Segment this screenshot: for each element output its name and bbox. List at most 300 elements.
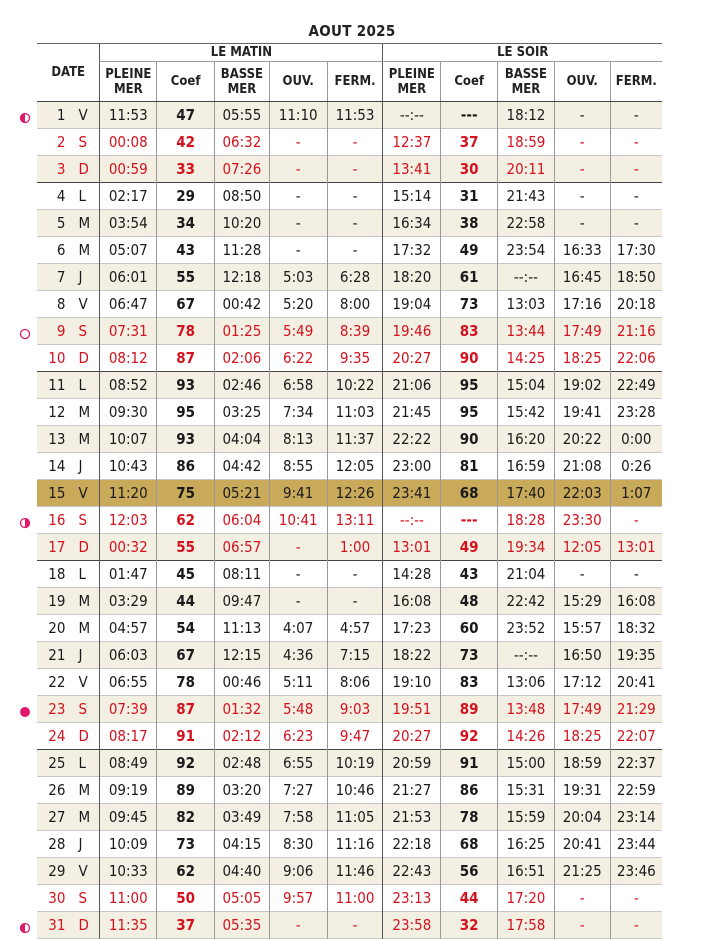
morning-open-cell: - [269,588,327,615]
evening-coef-cell: 68 [441,480,498,507]
day-cell: 31 [37,912,68,939]
evening-low-tide-cell: 21:43 [498,183,555,210]
evening-open-cell: 19:31 [554,777,610,804]
evening-coef-cell: 61 [441,264,498,291]
evening-low-tide-cell: 19:34 [498,534,555,561]
weekday-cell: D [68,534,99,561]
table-row [37,615,662,642]
evening-low-tide-header: BASSE MER [498,62,555,102]
morning-high-tide-cell: 11:35 [100,912,157,939]
morning-low-tide-cell: 06:57 [215,534,270,561]
evening-coef-cell: 95 [441,372,498,399]
morning-close-cell: 12:26 [327,480,383,507]
morning-coef-cell: 73 [157,831,215,858]
morning-open-cell: 8:13 [269,426,327,453]
morning-close-cell: 12:05 [327,453,383,480]
evening-low-tide-cell: 17:40 [498,480,555,507]
weekday-cell: D [78,727,89,745]
morning-open-cell: 5:20 [269,291,327,318]
morning-high-tide-cell: 12:03 [100,507,157,534]
morning-open-header: OUV. [269,62,327,102]
evening-close-cell: 22:37 [610,750,662,777]
morning-close-cell: 8:06 [327,669,383,696]
morning-open-cell: 11:10 [269,102,327,129]
evening-coef-cell: 48 [441,588,498,615]
morning-low-tide-cell: 06:32 [215,129,270,156]
day-cell: 6 [56,241,66,259]
evening-close-cell: 0:26 [610,453,662,480]
evening-low-tide-cell: 22:58 [498,210,555,237]
evening-coef-cell: 91 [441,750,498,777]
day-cell: 18 [48,565,66,583]
morning-coef-cell: 89 [157,777,215,804]
table-row [37,399,662,426]
evening-open-cell: - [554,561,610,588]
morning-low-tide-cell: 00:42 [215,291,270,318]
evening-high-tide-cell: 16:34 [383,210,441,237]
evening-coef-cell: 95 [441,399,498,426]
morning-coef-cell: 62 [157,507,215,534]
morning-close-cell: - [327,129,383,156]
morning-open-cell: 7:58 [269,804,327,831]
table-row [37,480,662,507]
evening-open-cell: 19:02 [554,372,610,399]
evening-coef-header: Coef [441,62,498,102]
table-row [37,588,662,615]
morning-coef-cell: 87 [157,345,215,372]
morning-low-tide-cell: 10:20 [215,210,270,237]
morning-high-tide-cell: 07:39 [100,696,157,723]
evening-coef-cell: 90 [441,345,498,372]
evening-close-cell: 23:46 [610,858,662,885]
day-cell: 12 [48,403,66,421]
table-row [37,669,662,696]
morning-high-tide-cell: 08:49 [100,750,157,777]
weekday-cell: S [78,889,88,907]
weekday-cell: M [78,781,91,799]
morning-close-cell: - [327,588,383,615]
new-moon-icon [19,703,31,715]
weekday-cell: M [68,588,99,615]
table-row [37,777,662,804]
evening-coef-cell: 83 [441,669,498,696]
evening-low-tide-cell: 17:58 [498,912,555,939]
evening-close-cell: 19:35 [610,642,662,669]
day-cell: 13 [37,426,68,453]
table-row [37,561,662,588]
morning-open-cell: 5:03 [269,264,327,291]
evening-high-tide-cell: 17:32 [383,237,441,264]
morning-low-tide-cell: 12:15 [215,642,270,669]
morning-low-tide-cell: 03:49 [215,804,270,831]
morning-open-cell: 4:36 [269,642,327,669]
morning-high-tide-cell: 07:31 [100,318,157,345]
morning-coef-cell: 33 [157,156,215,183]
evening-open-cell: - [554,912,610,939]
evening-close-cell: - [610,210,662,237]
morning-high-tide-cell: 00:59 [100,156,157,183]
table-row [37,372,662,399]
morning-low-tide-cell: 05:55 [215,102,270,129]
evening-open-cell: 21:25 [554,858,610,885]
table-row [37,750,662,777]
evening-coef-cell: 32 [441,912,498,939]
morning-low-tide-cell: 01:25 [215,318,270,345]
morning-close-cell: 8:39 [327,318,383,345]
evening-high-tide-cell: 18:20 [383,264,441,291]
morning-coef-cell: 62 [157,858,215,885]
evening-close-cell: - [610,561,662,588]
morning-low-tide-cell: 02:12 [215,723,270,750]
evening-low-tide-cell: 18:59 [498,129,555,156]
morning-coef-cell: 87 [157,696,215,723]
evening-low-tide-cell: 14:26 [498,723,555,750]
evening-open-cell: 15:29 [554,588,610,615]
weekday-cell: D [68,912,99,939]
morning-open-cell: 6:23 [269,723,327,750]
evening-high-tide-cell: 20:27 [383,345,441,372]
morning-open-cell: 4:07 [269,615,327,642]
morning-high-tide-cell: 03:29 [100,588,157,615]
day-cell: 25 [37,750,68,777]
evening-open-cell: 16:33 [554,237,610,264]
evening-open-cell: 20:04 [554,804,610,831]
weekday-cell: S [68,318,99,345]
evening-close-cell: - [610,183,662,210]
evening-open-cell: 18:59 [554,750,610,777]
evening-close-cell: - [610,885,662,912]
evening-coef-cell: 92 [441,723,498,750]
day-cell: 7 [37,264,68,291]
evening-coef-cell: 44 [441,885,498,912]
evening-open-cell: 17:49 [554,696,610,723]
evening-high-tide-cell: 20:27 [383,723,441,750]
evening-low-tide-cell: 15:31 [498,777,555,804]
evening-open-cell: 18:25 [554,345,610,372]
morning-open-cell: 8:55 [269,453,327,480]
morning-low-tide-cell: 03:20 [215,777,270,804]
weekday-cell: J [78,457,83,475]
evening-coef-cell: 83 [441,318,498,345]
morning-close-header: FERM. [327,62,383,102]
day-cell: 9 [37,318,68,345]
evening-close-cell: 21:16 [610,318,662,345]
evening-open-cell: 12:05 [554,534,610,561]
morning-coef-cell: 75 [157,480,215,507]
evening-open-cell: 17:16 [554,291,610,318]
morning-low-tide-cell: 11:13 [215,615,270,642]
weekday-cell: V [78,295,88,313]
evening-high-tide-cell: 23:58 [383,912,441,939]
morning-coef-cell: 78 [157,669,215,696]
evening-close-cell: 20:18 [610,291,662,318]
day-cell: 21 [37,642,68,669]
weekday-cell: L [78,565,86,583]
evening-coef-cell: 49 [441,534,498,561]
morning-close-cell: 10:22 [327,372,383,399]
evening-high-tide-cell: 15:14 [383,183,441,210]
weekday-cell: M [68,426,99,453]
weekday-cell: M [78,403,91,421]
morning-close-cell: 10:46 [327,777,383,804]
morning-open-cell: 5:49 [269,318,327,345]
evening-close-cell: 20:41 [610,669,662,696]
evening-close-cell: 22:06 [610,345,662,372]
morning-coef-cell: 95 [157,399,215,426]
evening-high-tide-cell: --:-- [383,507,441,534]
morning-coef-cell: 54 [157,615,215,642]
last-quarter-moon-icon [19,514,31,526]
evening-high-tide-cell: 21:53 [383,804,441,831]
day-cell: 16 [48,511,66,529]
morning-high-tide-cell: 11:00 [100,885,157,912]
morning-low-tide-cell: 08:50 [215,183,270,210]
morning-close-cell: - [327,210,383,237]
evening-close-cell: - [610,156,662,183]
evening-close-cell: 18:50 [610,264,662,291]
morning-open-cell: 9:41 [269,480,327,507]
table-row [37,264,662,291]
morning-close-cell: 9:47 [327,723,383,750]
evening-close-cell: 1:07 [610,480,662,507]
evening-coef-cell: 30 [441,156,498,183]
morning-open-cell: - [269,156,327,183]
morning-coef-cell: 93 [157,372,215,399]
morning-close-cell: 11:16 [327,831,383,858]
morning-low-tide-cell: 01:32 [215,696,270,723]
morning-coef-cell: 45 [157,561,215,588]
morning-coef-cell: 42 [157,129,215,156]
morning-high-tide-cell: 08:52 [100,372,157,399]
evening-high-tide-cell: 21:27 [383,777,441,804]
evening-low-tide-cell: 13:44 [498,318,555,345]
table-row [37,102,662,129]
morning-open-cell: 10:41 [269,507,327,534]
table-row [37,696,662,723]
day-cell: 29 [37,858,68,885]
morning-open-cell: 6:55 [269,750,327,777]
evening-open-cell: 17:49 [554,318,610,345]
morning-low-tide-cell: 03:25 [215,399,270,426]
morning-coef-cell: 93 [157,426,215,453]
morning-open-cell: 8:30 [269,831,327,858]
evening-close-cell: 13:01 [610,534,662,561]
evening-high-tide-cell: 19:04 [383,291,441,318]
full-moon-icon [19,325,31,337]
weekday-cell: V [68,102,99,129]
table-row [37,885,662,912]
evening-high-tide-cell: --:-- [383,102,441,129]
morning-close-cell: 13:11 [327,507,383,534]
morning-high-tide-cell: 08:17 [100,723,157,750]
date-header: DATE [37,44,100,102]
day-cell: 23 [37,696,68,723]
table-row [37,291,662,318]
evening-open-cell: 15:57 [554,615,610,642]
morning-high-tide-cell: 06:55 [100,669,157,696]
morning-high-tide-header: PLEINE MER [100,62,157,102]
weekday-cell: M [68,804,99,831]
table-row [37,912,662,939]
morning-close-cell: - [327,183,383,210]
morning-high-tide-cell: 00:08 [100,129,157,156]
table-row [37,804,662,831]
day-cell: 1 [37,102,68,129]
table-row [37,642,662,669]
day-cell: 27 [37,804,68,831]
evening-open-cell: 19:41 [554,399,610,426]
evening-low-tide-cell: --:-- [498,264,555,291]
evening-close-cell: 16:08 [610,588,662,615]
morning-open-cell: - [269,534,327,561]
morning-close-cell: 4:57 [327,615,383,642]
morning-close-cell: - [327,237,383,264]
day-cell: 30 [48,889,66,907]
table-row [37,345,662,372]
evening-open-header: OUV. [554,62,610,102]
morning-coef-cell: 47 [157,102,215,129]
weekday-cell: M [78,619,91,637]
evening-high-tide-cell: 23:00 [383,453,441,480]
weekday-cell: V [78,673,88,691]
evening-high-tide-cell: 22:18 [383,831,441,858]
day-cell: 15 [37,480,68,507]
evening-close-cell: 22:07 [610,723,662,750]
evening-high-tide-cell: 13:01 [383,534,441,561]
morning-low-tide-cell: 05:21 [215,480,270,507]
evening-high-tide-cell: 21:45 [383,399,441,426]
weekday-cell: S [68,696,99,723]
day-cell: 14 [48,457,66,475]
morning-high-tide-cell: 09:45 [100,804,157,831]
day-cell: 28 [48,835,66,853]
evening-header: LE SOIR [383,44,662,62]
morning-low-tide-cell: 02:06 [215,345,270,372]
morning-open-cell: - [269,561,327,588]
evening-coef-cell: 73 [441,291,498,318]
day-cell: 5 [37,210,68,237]
morning-low-tide-cell: 04:15 [215,831,270,858]
morning-open-cell: 9:57 [269,885,327,912]
table-row [37,210,662,237]
weekday-cell: J [78,835,83,853]
tide-table [37,43,662,939]
morning-high-tide-cell: 09:19 [100,777,157,804]
evening-high-tide-cell: 12:37 [383,129,441,156]
morning-close-cell: 11:03 [327,399,383,426]
day-cell: 26 [48,781,66,799]
evening-low-tide-cell: 15:59 [498,804,555,831]
morning-open-cell: 7:34 [269,399,327,426]
morning-coef-header: Coef [157,62,215,102]
morning-open-cell: - [269,237,327,264]
morning-low-tide-cell: 04:42 [215,453,270,480]
morning-coef-cell: 67 [157,642,215,669]
evening-high-tide-cell: 20:59 [383,750,441,777]
tide-table-body [37,102,662,939]
evening-low-tide-cell: 21:04 [498,561,555,588]
evening-low-tide-cell: 13:03 [498,291,555,318]
morning-low-tide-cell: 12:18 [215,264,270,291]
morning-coef-cell: 43 [157,237,215,264]
morning-open-cell: - [269,912,327,939]
page-title: AOUT 2025 [308,22,396,40]
morning-close-cell: - [327,561,383,588]
evening-open-cell: 16:45 [554,264,610,291]
evening-low-tide-cell: 22:42 [498,588,555,615]
morning-high-tide-cell: 01:47 [100,561,157,588]
morning-high-tide-cell: 06:03 [100,642,157,669]
table-row [37,156,662,183]
morning-low-tide-cell: 08:11 [215,561,270,588]
table-row [37,723,662,750]
day-cell: 2 [56,133,66,151]
morning-close-cell: 8:00 [327,291,383,318]
morning-close-cell: 6:28 [327,264,383,291]
day-cell: 4 [56,187,66,205]
morning-coef-cell: 82 [157,804,215,831]
evening-low-tide-cell: 17:20 [498,885,555,912]
evening-coef-cell: 78 [441,804,498,831]
evening-close-cell: 18:32 [610,615,662,642]
evening-high-tide-cell: 16:08 [383,588,441,615]
morning-low-tide-header: BASSE MER [215,62,270,102]
morning-close-cell: 7:15 [327,642,383,669]
day-cell: 24 [48,727,66,745]
table-row [37,129,662,156]
morning-header: LE MATIN [100,44,383,62]
table-row [37,237,662,264]
evening-open-cell: 21:08 [554,453,610,480]
weekday-cell: V [68,858,99,885]
morning-close-cell: 11:05 [327,804,383,831]
evening-close-cell: 23:28 [610,399,662,426]
evening-low-tide-cell: 15:42 [498,399,555,426]
evening-low-tide-cell: 14:25 [498,345,555,372]
evening-coef-cell: 86 [441,777,498,804]
evening-low-tide-cell: 16:20 [498,426,555,453]
evening-high-tide-cell: 14:28 [383,561,441,588]
morning-high-tide-cell: 06:01 [100,264,157,291]
evening-low-tide-cell: 16:25 [498,831,555,858]
evening-low-tide-cell: 15:00 [498,750,555,777]
evening-coef-cell: --- [441,507,498,534]
evening-open-cell: - [554,183,610,210]
evening-coef-cell: 31 [441,183,498,210]
day-cell: 20 [48,619,66,637]
evening-low-tide-cell: 23:52 [498,615,555,642]
morning-high-tide-cell: 06:47 [100,291,157,318]
evening-open-cell: 22:03 [554,480,610,507]
evening-open-cell: - [554,885,610,912]
morning-open-cell: 6:22 [269,345,327,372]
morning-close-cell: 11:53 [327,102,383,129]
evening-high-tide-cell: 19:10 [383,669,441,696]
evening-high-tide-cell: 23:13 [383,885,441,912]
morning-high-tide-cell: 10:09 [100,831,157,858]
weekday-cell: L [68,750,99,777]
morning-low-tide-cell: 02:46 [215,372,270,399]
day-cell: 11 [37,372,68,399]
morning-close-cell: 11:00 [327,885,383,912]
morning-open-cell: - [269,210,327,237]
weekday-cell: J [68,264,99,291]
evening-high-tide-header: PLEINE MER [383,62,441,102]
evening-open-cell: 20:41 [554,831,610,858]
evening-high-tide-cell: 19:46 [383,318,441,345]
table-row [37,453,662,480]
morning-high-tide-cell: 11:53 [100,102,157,129]
